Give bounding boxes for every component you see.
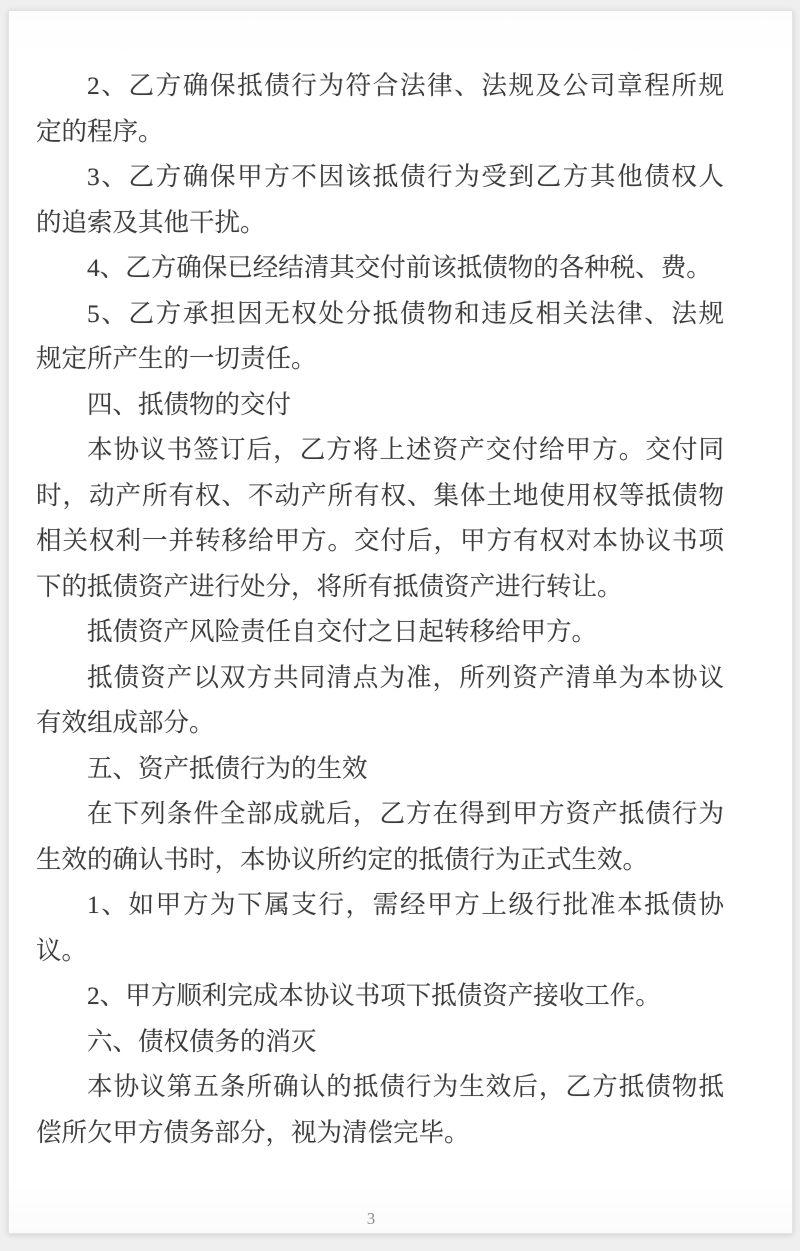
page-number: 3 xyxy=(366,1209,376,1228)
text-line: 偿所欠甲方债务部分，视为清偿完毕。 xyxy=(36,1117,470,1147)
text-line: 有效组成部分。 xyxy=(36,708,215,737)
text-line: 本协议第五条所确认的抵债行为生效后，乙方抵债物抵 xyxy=(87,1072,724,1101)
section-heading: 六、债权债务的消灭 xyxy=(87,1026,317,1056)
text-line: 规定所产生的一切责任。 xyxy=(36,344,317,373)
text-line: 时，动产所有权、不动产所有权、集体土地使用权等抵债物 xyxy=(36,480,724,510)
text-line: 1、如甲方为下属支行，需经甲方上级行批准本抵债协 xyxy=(87,890,724,919)
text-line: 议。 xyxy=(36,935,88,965)
section-heading: 五、资产抵债行为的生效 xyxy=(87,753,368,783)
page-content xyxy=(36,63,724,1155)
text-line: 在下列条件全部成就后，乙方在得到甲方资产抵债行为 xyxy=(87,799,724,828)
text-line: 生效的确认书时，本协议所约定的抵债行为正式生效。 xyxy=(36,844,649,874)
text-line: 的追索及其他干扰。 xyxy=(36,207,266,237)
text-line: 5、乙方承担因无权处分抵债物和违反相关法律、法规 xyxy=(87,298,724,328)
document-page xyxy=(8,10,793,1234)
text-line: 抵债资产风险责任自交付之日起转移给甲方。 xyxy=(87,617,598,646)
text-line: 下的抵债资产进行处分，将所有抵债资产进行转让。 xyxy=(36,571,623,601)
text-line: 2、乙方确保抵债行为符合法律、法规及公司章程所规 xyxy=(87,71,724,100)
text-line: 3、乙方确保甲方不因该抵债行为受到乙方其他债权人 xyxy=(87,162,724,191)
text-line: 定的程序。 xyxy=(36,116,164,146)
text-line: 4、乙方确保已经结清其交付前该抵债物的各种税、费。 xyxy=(87,253,712,282)
section-heading: 四、抵债物的交付 xyxy=(87,389,292,419)
text-line: 2、甲方顺利完成本协议书项下抵债资产接收工作。 xyxy=(87,981,661,1010)
text-line: 抵债资产以双方共同清点为准，所列资产清单为本协议 xyxy=(87,662,724,692)
text-line: 相关权利一并转移给甲方。交付后，甲方有权对本协议书项 xyxy=(36,526,724,555)
text-line: 本协议书签订后，乙方将上述资产交付给甲方。交付同 xyxy=(87,435,724,464)
